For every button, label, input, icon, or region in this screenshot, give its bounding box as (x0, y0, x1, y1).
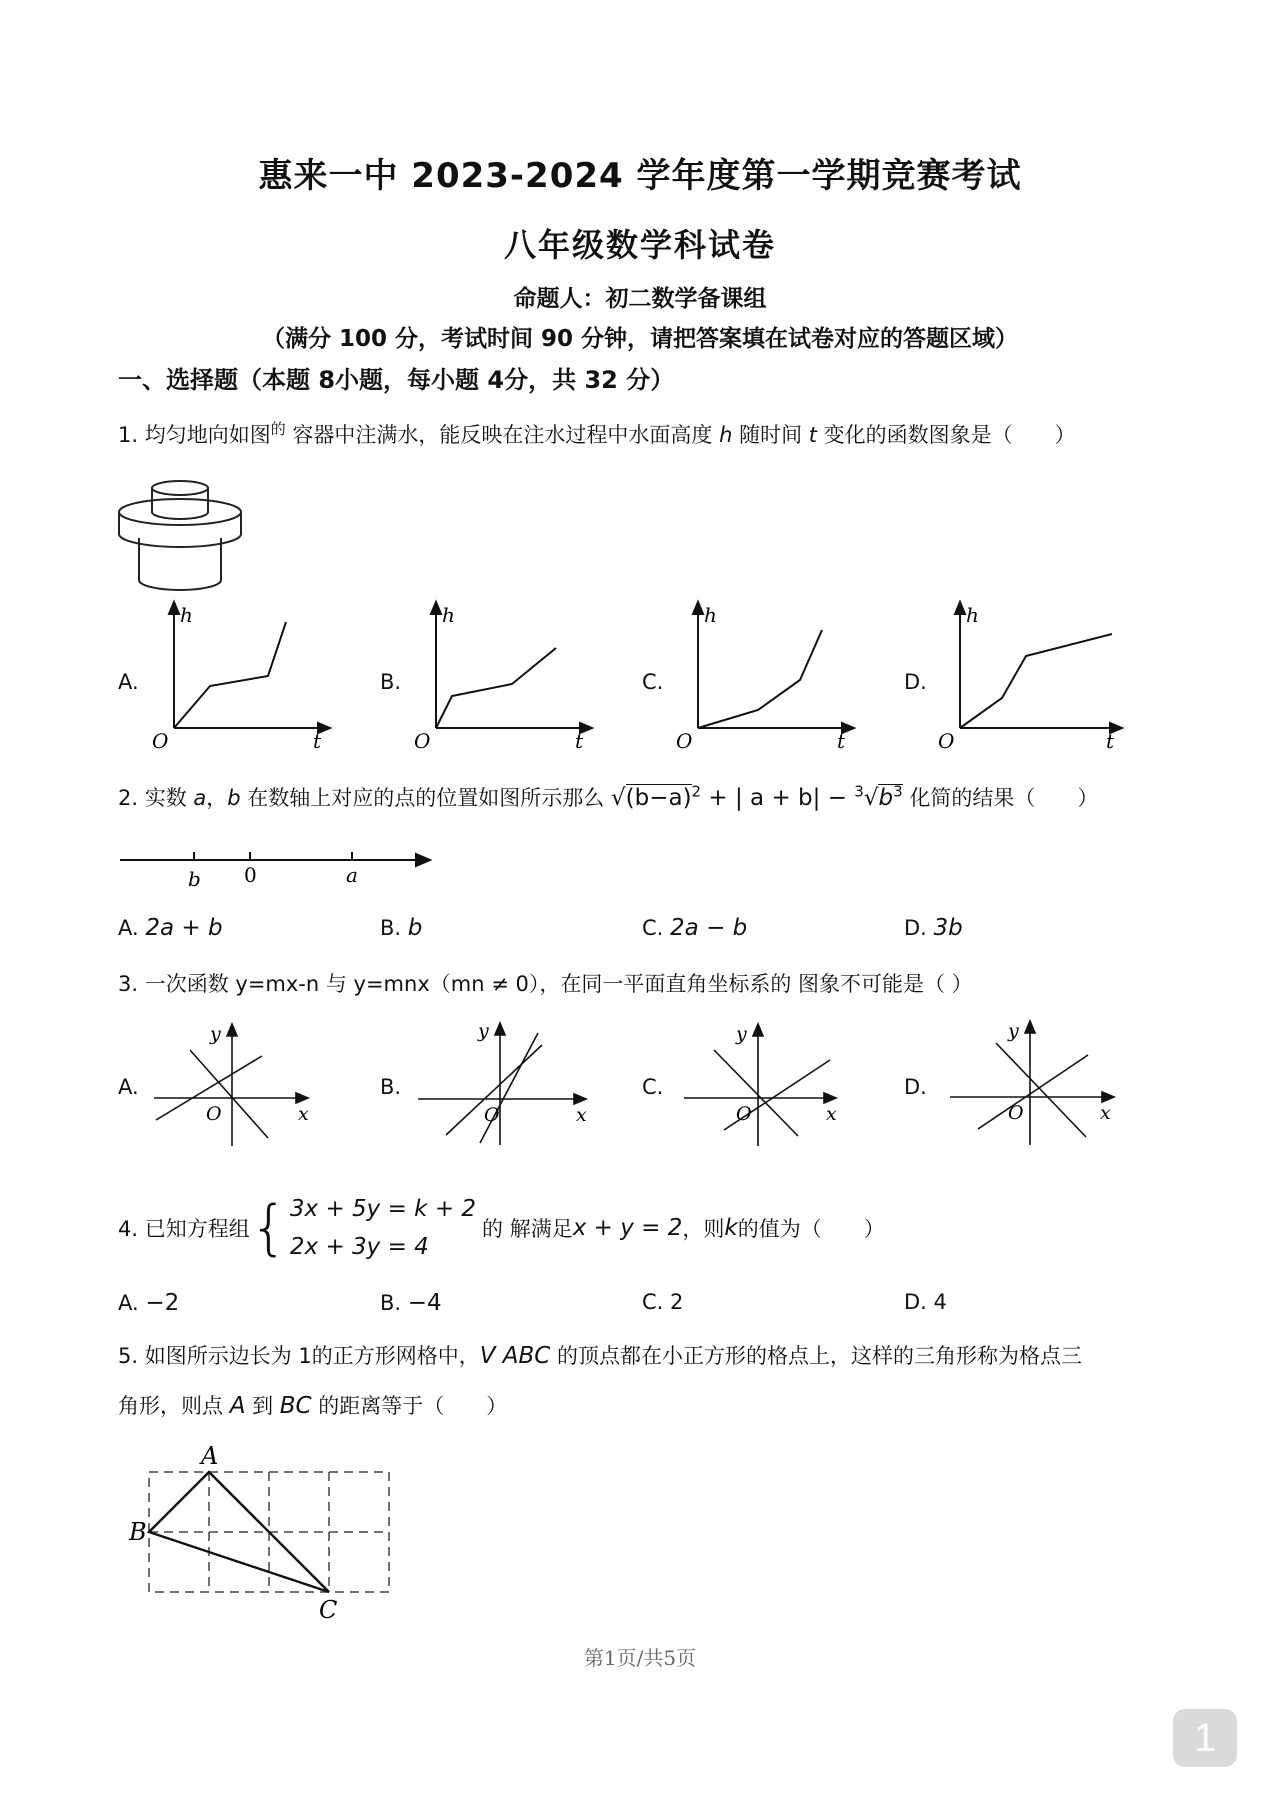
q1-text-4: 变化的函数图象是（ ） (817, 423, 1076, 447)
q1-c-axis-t: t (837, 729, 846, 753)
q3-option-a[interactable]: A. (118, 1075, 139, 1099)
q4-text-2: 的 解满足 (482, 1217, 573, 1241)
q4-text-4: 的值为（ ） (737, 1217, 885, 1241)
q2-sep: ， (206, 786, 228, 810)
q4-var-k: k (724, 1215, 738, 1241)
page-footer: 第1页/共5页 (583, 1646, 697, 1670)
q4-option-c-label: C. 2 (642, 1290, 684, 1314)
q1-sup: 的 (270, 420, 286, 438)
q2-option-c-value: 2a − b (670, 915, 748, 941)
q2-expr-cube-exp: 3 (893, 782, 903, 801)
q1-graph-b (412, 600, 592, 760)
q2-expr-root: (b−a) (625, 785, 692, 811)
q2-option-d[interactable] (904, 915, 963, 941)
q5-text-2: 的顶点都在小正方形的格点上，这样的三角形称为格点三 (550, 1344, 1083, 1368)
q1-b-axis-h: h (442, 603, 455, 627)
q2-expression: $√(b-a)^2$ + | $a + b| - ^3√b^3$ (610, 782, 903, 811)
question-2 (118, 782, 1098, 812)
q2-option-b[interactable] (380, 915, 422, 941)
q1-option-a[interactable]: A. (118, 670, 139, 694)
q2-option-b-label: B. (380, 916, 402, 940)
q3-graph-c (680, 1020, 860, 1150)
question-5-line-1 (118, 1340, 1082, 1370)
q3-graph-a (150, 1020, 320, 1150)
q1-graph-d (936, 600, 1126, 760)
q1-container-figure (115, 470, 245, 590)
q3-b-axis-y: y (478, 1020, 489, 1042)
q2-option-c-label: C. (642, 916, 664, 940)
q3-a-axis-x: x (298, 1103, 309, 1125)
q4-option-b[interactable] (380, 1290, 442, 1316)
q4-option-d[interactable] (904, 1290, 947, 1314)
q2-nl-zero: 0 (244, 863, 257, 887)
q4-eq2: 2x + 3y = 4 (289, 1234, 429, 1260)
q5-text-1: 5. 如图所示边长为 1的正方形网格中， (118, 1344, 480, 1368)
q3-b-origin: O (484, 1104, 500, 1126)
q2-option-d-label: D. (904, 916, 927, 940)
q1-a-origin: O (152, 729, 169, 753)
exam-title: 惠来一中 2023-2024 学年度第一学期竞赛考试 (258, 156, 1022, 196)
q4-option-b-label: B. (380, 1291, 402, 1315)
q2-option-b-value: b (407, 915, 423, 941)
q2-option-a-label: A. (118, 916, 139, 940)
q3-graph-d (948, 1015, 1128, 1150)
q1-var-t: t (808, 423, 817, 447)
q1-a-axis-t: t (313, 729, 322, 753)
q4-option-b-value: −4 (407, 1290, 442, 1316)
q2-option-d-value: 3b (933, 915, 963, 941)
q1-option-b[interactable]: B. (380, 670, 402, 694)
q1-text-2: 容器中注满水，能反映在注水过程中水面高度 (285, 423, 720, 447)
exam-author: 命题人：初二数学备课组 (513, 286, 767, 312)
q5-grid-figure (125, 1440, 405, 1624)
q3-option-b[interactable]: B. (380, 1075, 402, 1099)
q5-label-b: B (129, 1518, 147, 1546)
q4-option-c[interactable] (642, 1290, 683, 1314)
q4-option-d-label: D. 4 (904, 1290, 947, 1314)
q2-expr-mid: + | a + b| − (701, 785, 855, 811)
q3-c-origin: O (736, 1103, 752, 1125)
q4-brace: { (249, 1193, 288, 1263)
q1-a-axis-h: h (180, 603, 193, 627)
q4-eq1: 3x + 5y = k + 2 (289, 1196, 477, 1222)
q1-text-3: 随时间 (732, 423, 809, 447)
q5-text-3: 角形，则点 (118, 1394, 230, 1418)
q3-a-axis-y: y (210, 1023, 221, 1045)
q2-expr-idx: 3 (854, 782, 864, 801)
question-4 (118, 1190, 885, 1266)
q1-graph-c (674, 600, 854, 760)
exam-note: （满分 100 分，考试时间 90 分钟，请把答案填在试卷对应的答题区域） (261, 326, 1019, 352)
q3-d-axis-x: x (1100, 1102, 1111, 1124)
q4-option-a[interactable] (118, 1290, 179, 1316)
q3-option-d[interactable]: D. (904, 1075, 927, 1099)
q5-point-a: A (229, 1393, 246, 1419)
page-number-badge[interactable]: 1 (1173, 1709, 1237, 1767)
q5-label-c: C (319, 1596, 338, 1624)
q3-c-axis-x: x (826, 1103, 837, 1125)
q2-var-a: a (193, 786, 207, 810)
q2-nl-b: b (188, 867, 201, 891)
q1-d-axis-t: t (1106, 729, 1115, 753)
q5-text-5: 的距离等于（ ） (311, 1394, 508, 1418)
q2-nl-a: a (346, 863, 358, 887)
q3-option-c[interactable]: C. (642, 1075, 664, 1099)
q2-number-line (118, 840, 438, 890)
q1-graph-a (150, 600, 330, 760)
q4-system (290, 1190, 476, 1266)
q3-a-origin: O (206, 1103, 222, 1125)
q2-option-c[interactable] (642, 915, 747, 941)
q2-text-3: 化简的结果（ ） (902, 786, 1099, 810)
q3-c-axis-y: y (736, 1023, 747, 1045)
q1-var-h: h (719, 423, 733, 447)
q4-option-a-value: −2 (145, 1290, 180, 1316)
question-5-line-2 (118, 1390, 507, 1420)
q1-b-origin: O (414, 729, 431, 753)
q5-label-a: A (201, 1442, 219, 1470)
q1-b-axis-t: t (575, 729, 584, 753)
q3-d-origin: O (1008, 1102, 1024, 1124)
question-3: 3. 一次函数 y=mx-n 与 y=mnx（mn ≠ 0），在同一平面直角坐标系的 图象不可能是（ ） (118, 972, 973, 996)
q3-d-axis-y: y (1008, 1020, 1019, 1042)
q4-option-a-label: A. (118, 1291, 139, 1315)
exam-subtitle: 八年级数学科试卷 (503, 226, 776, 264)
q1-text-1: 1. 均匀地向如图 (118, 423, 271, 447)
q1-d-axis-h: h (966, 603, 979, 627)
q5-segment-bc: BC (279, 1393, 312, 1419)
q2-text-2: 在数轴上对应的点的位置如图所示那么 (240, 786, 611, 810)
q2-option-a-value: 2a + b (145, 915, 223, 941)
q2-expr-cube: b (878, 785, 894, 811)
section-heading: 一、选择题（本题 8小题，每小题 4分，共 32 分） (118, 366, 675, 394)
question-1 (118, 418, 1076, 449)
q5-text-4: 到 (245, 1394, 280, 1418)
q1-c-origin: O (676, 729, 693, 753)
q4-text-1: 4. 已知方程组 (118, 1217, 250, 1241)
q2-var-b: b (227, 786, 241, 810)
q4-text-3: ，则 (682, 1217, 725, 1241)
q5-triangle: V ABC (479, 1343, 551, 1369)
q3-b-axis-x: x (576, 1104, 587, 1126)
q2-expr-sq: 2 (691, 782, 702, 801)
q2-text-1: 2. 实数 (118, 786, 194, 810)
q3-graph-b (416, 1015, 596, 1150)
q4-condition: x + y = 2 (572, 1215, 683, 1241)
q2-option-a[interactable] (118, 915, 223, 941)
q1-c-axis-h: h (704, 603, 717, 627)
q1-d-origin: O (938, 729, 955, 753)
q1-option-c[interactable]: C. (642, 670, 664, 694)
q1-option-d[interactable]: D. (904, 670, 927, 694)
